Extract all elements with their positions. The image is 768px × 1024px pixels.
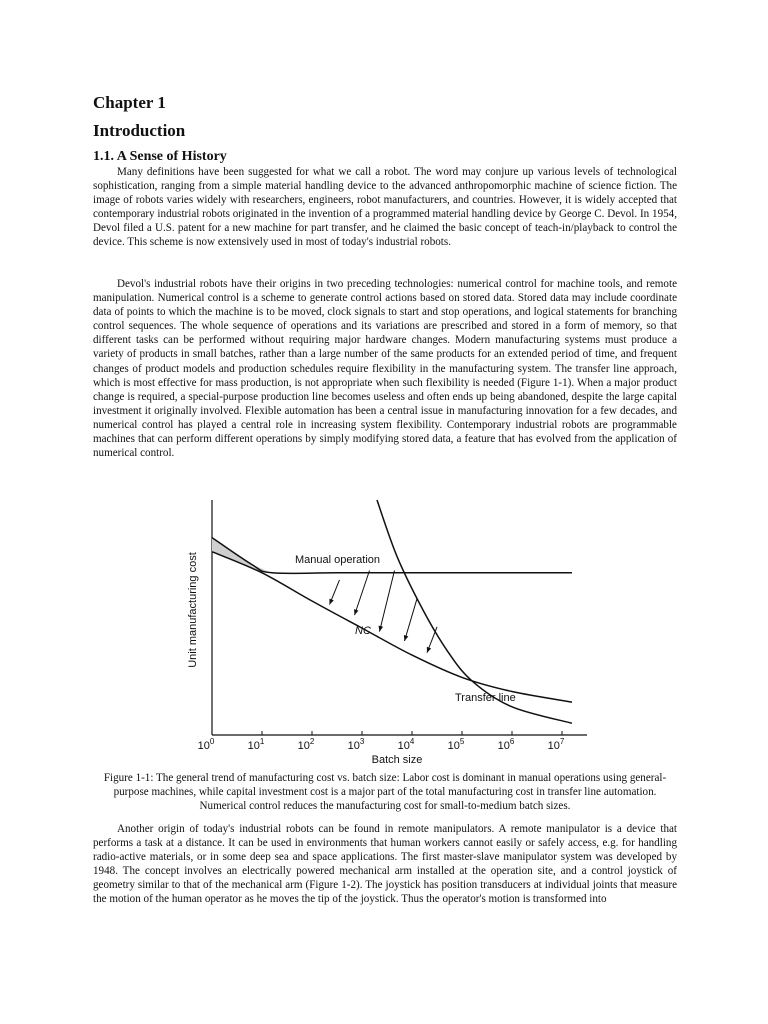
x-tick-label: $10^3$ [347, 737, 365, 752]
x-tick-labels [198, 737, 565, 752]
transfer-line-curve [377, 500, 572, 723]
nc-label: NC [355, 625, 371, 637]
arrow-shaft [405, 599, 418, 641]
x-tick-label: $10^1$ [247, 737, 265, 752]
paragraph: Devol's industrial robots have their origins in two preceding technologies: numerical control for machine tools, and remote manipulation. Numerical control is a scheme to generate control actions based on stored data. Stored data may include coordinate data of points to which the machine is to be moved, clock signals to start and stop operations, and logical statements for branching control sequences. The whole sequence of operations and its variations are prescribed and stored in a form of memory, so that different tasks can be performed without requiring major hardware changes. Modern manufacturing systems must produce a variety of products in small batches, rather than a large number of the same products for an extended period of time, and frequent changes of product models and production schedules require flexibility in the manufacturing system. The transfer line approach, which is most effective for mass production, is not appropriate when such flexibility is needed (Figure 1-1). When a major product change is required, a special-purpose production line becomes useless and often ends up being abandoned, despite the large capital investment it originally involved. Flexible automation has been a central issue in manufacturing innovation for a few decades, and numerical control has played a central role in increasing system flexibility. Contemporary industrial robots are programmable machines that can perform different operations by simply modifying stored data, a feature that has evolved from the application of numerical control. [93, 278, 677, 460]
x-tick-label: $10^7$ [547, 737, 565, 752]
paragraph: Another origin of today's industrial robots can be found in remote manipulators. A remote manipulator is a device that performs a task at a distance. It can be used in environments that human workers cannot easily or safely access, e.g. for handling radio-active materials, or in some deep sea and space applications. The first master-slave manipulator system was developed by 1948. The concept involves an electrically powered mechanical arm installed at the operation site, and a control joystick of geometry similar to that of the mechanical arm (Figure 1-2). The joystick has position transducers at individual joints that measure the motion of the human operator as he moves the tip of the joystick. Thus the operator's motion is transformed into [93, 823, 677, 906]
x-axis-label: Batch size [371, 754, 423, 766]
x-tick-label: $10^5$ [447, 737, 465, 752]
arrow-head [404, 635, 408, 641]
arrow-head [329, 599, 333, 605]
x-tick-label: $10^0$ [197, 737, 215, 752]
arrow-head [427, 647, 431, 653]
arrow-head [354, 609, 358, 615]
arrow-shaft [355, 571, 370, 616]
plot-area [212, 500, 587, 735]
x-tick-label: $10^6$ [497, 737, 515, 752]
transfer-line-label: Transfer line [455, 692, 516, 704]
x-tick-label: $10^4$ [397, 737, 415, 752]
figure-caption: Figure 1-1: The general trend of manufacturing cost vs. batch size: Labor cost is dominant in manual operations using general-purpose machines, while capital investment cost is a major part of the total manufacturing cost in transfer line automation. Numerical control reduces the manufacturing cost for small-to-medium batch sizes. [103, 772, 667, 813]
arrow-shaft [380, 571, 395, 632]
paragraph: Many definitions have been suggested for what we call a robot. The word may conjure up various levels of technological sophistication, ranging from a simple material handling device to the advanced anthropomorphic machine of science fiction. The image of robots varies widely with researchers, engineers, robot manufacturers, and countries. However, it is widely accepted that contemporary industrial robots originated in the invention of a programmed material handling device by George C. Devol. In 1954, Devol filed a U.S. patent for a new machine for part transfer, and he claimed the basic concept of teach-in/playback to control the device. This scheme is now extensively used in most of today's industrial robots. [93, 166, 677, 249]
section-title: 1.1. A Sense of History [93, 149, 227, 164]
x-tick-label: $10^2$ [297, 737, 315, 752]
nc-curve [212, 552, 572, 702]
cost-vs-batch-size-figure [182, 490, 602, 770]
chapter-label: Chapter 1 [93, 93, 166, 112]
chapter-title: Introduction [93, 121, 186, 140]
manual-operation-label: Manual operation [295, 554, 381, 566]
y-axis-label: Unit manufacturing cost [187, 552, 199, 668]
